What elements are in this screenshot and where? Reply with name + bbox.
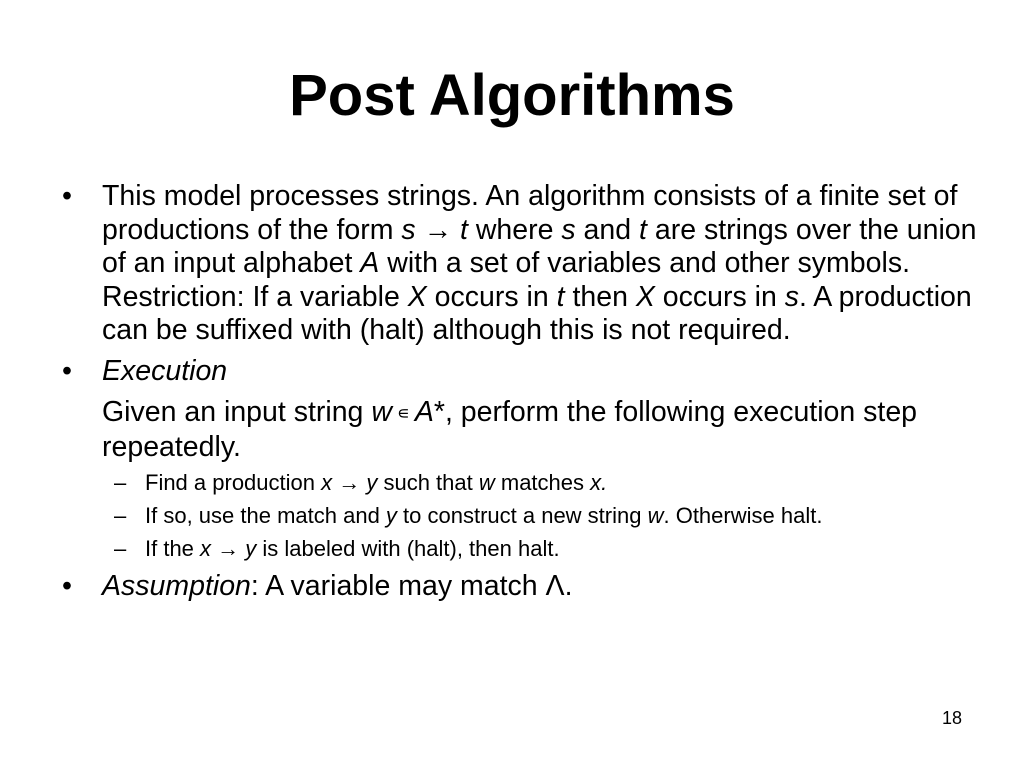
dash-marker: – <box>114 503 127 528</box>
var-s: s <box>561 213 576 246</box>
bullet-marker: • <box>62 570 72 602</box>
arrow-symbol: → <box>211 536 246 561</box>
execution-paragraph <box>62 396 982 464</box>
var-w: w <box>478 470 495 495</box>
text-run: . A production can be suffixed with (halt) although this is not required. <box>102 280 972 346</box>
element-of-symbol: ∊ <box>391 403 415 423</box>
dash-marker: – <box>114 470 127 495</box>
var-t: t <box>556 280 565 313</box>
var-w: w <box>647 503 664 528</box>
var-t: t <box>460 213 468 246</box>
text-run: occurs in <box>654 280 785 313</box>
text-run: This model processes strings. An algorithm consists of a finite set of productions of the form <box>102 180 958 246</box>
var-X: X <box>635 280 655 313</box>
text-run: to construct a new string <box>396 503 648 528</box>
step-halt-check <box>114 536 982 562</box>
text-run: are strings over the union of an input alphabet <box>102 213 977 279</box>
var-y: y <box>385 503 397 528</box>
var-s: s <box>784 280 800 313</box>
var-A: A <box>414 396 434 428</box>
var-w: w <box>371 396 392 428</box>
var-x: x. <box>590 470 608 495</box>
bullet-model-definition <box>62 180 982 348</box>
arrow-symbol: → <box>415 213 460 246</box>
text-run: : A variable may match Λ. <box>250 570 573 602</box>
text-run: matches <box>494 470 591 495</box>
slide-body <box>62 180 982 604</box>
step-find-production <box>114 470 982 496</box>
slide-title: Post Algorithms <box>289 63 735 128</box>
text-run: where <box>467 213 562 246</box>
var-x: x <box>321 470 333 495</box>
page-number: 18 <box>941 708 962 728</box>
var-x: x <box>200 536 212 561</box>
text-run: and <box>575 213 640 246</box>
var-A: A <box>360 247 380 279</box>
text-run: Given an input string <box>102 396 372 428</box>
text-run: then <box>564 280 636 313</box>
assumption-label: Assumption <box>102 570 251 602</box>
dash-marker: – <box>114 536 127 561</box>
var-X: X <box>407 280 427 313</box>
bullet-assumption <box>62 570 982 604</box>
text-run: . Otherwise halt. <box>663 503 823 528</box>
var-y: y <box>245 536 257 561</box>
bullet-marker: • <box>62 180 72 212</box>
bullet-marker: • <box>62 354 72 387</box>
step-construct-string <box>114 503 982 529</box>
var-t: t <box>639 213 647 246</box>
text-run: If the <box>145 536 201 561</box>
text-run: with a set of variables and other symbols. Restriction: If a variable <box>102 247 910 313</box>
execution-label: Execution <box>102 354 228 387</box>
text-run: such that <box>377 470 479 495</box>
var-y: y <box>366 470 378 495</box>
bullet-execution <box>62 355 982 389</box>
var-s: s <box>401 213 416 246</box>
text-run: Find a production <box>145 470 322 495</box>
text-run: If so, use the match and <box>145 503 386 528</box>
text-run: *, perform the following execution step repeatedly. <box>102 396 918 463</box>
text-run: occurs in <box>426 280 557 313</box>
text-run: is labeled with (halt), then halt. <box>256 536 560 561</box>
execution-steps <box>62 470 982 562</box>
arrow-symbol: → <box>332 470 367 495</box>
